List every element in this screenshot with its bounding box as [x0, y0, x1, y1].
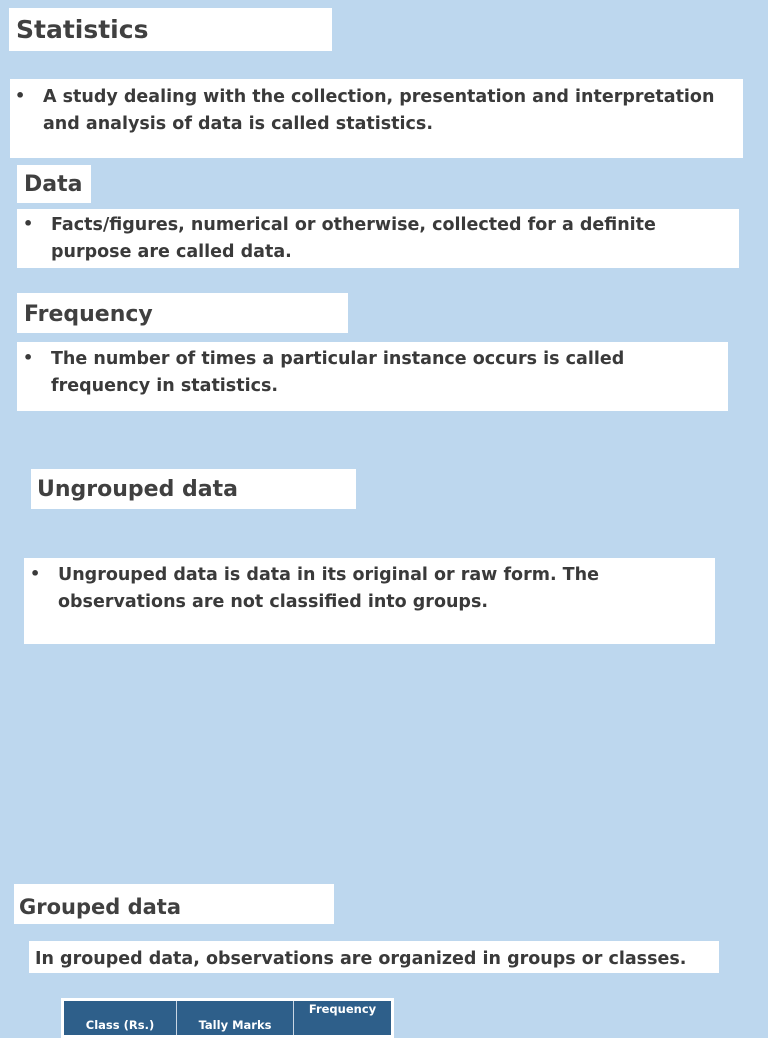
bullet-icon: •: [15, 86, 26, 105]
data-heading-box: [17, 165, 91, 203]
ungrouped-definition-box: [24, 558, 715, 644]
grouped-definition-box: [29, 941, 719, 973]
ungrouped-heading: Ungrouped data: [37, 477, 238, 502]
page-title: Statistics: [16, 15, 149, 44]
table-header-frequency: Frequency: [294, 1001, 392, 1035]
grouped-heading-box: [14, 884, 334, 924]
table-header-tally: Tally Marks: [177, 1001, 294, 1035]
bullet-item: [23, 212, 719, 266]
frequency-definition-text: The number of times a particular instance occurs is called frequency in statistics.: [51, 349, 625, 396]
statistics-definition-box: [10, 79, 743, 158]
frequency-heading-box: [17, 293, 348, 333]
data-definition-text: Facts/figures, numerical or otherwise, collected for a definite purpose are called data.: [51, 215, 656, 262]
frequency-table-grid: [64, 1001, 391, 1035]
frequency-definition-box: [17, 342, 728, 411]
frequency-heading: Frequency: [24, 302, 153, 327]
frequency-table: [61, 998, 394, 1038]
grouped-definition-text: In grouped data, observations are organized in groups or classes.: [35, 949, 687, 969]
data-definition-box: [17, 209, 739, 268]
statistics-definition-text: A study dealing with the collection, presentation and interpretation and analysis of data is called statistics.: [43, 87, 715, 134]
bullet-icon: •: [30, 564, 41, 583]
bullet-icon: •: [23, 348, 34, 367]
ungrouped-heading-box: [31, 469, 356, 509]
bullet-item: [23, 346, 718, 400]
table-header-class: Class (Rs.): [64, 1001, 177, 1035]
data-heading: Data: [24, 172, 83, 197]
grouped-heading: Grouped data: [19, 895, 182, 919]
bullet-item: [30, 562, 695, 616]
title-box: [9, 8, 332, 51]
table-header-row: [64, 1001, 391, 1035]
bullet-icon: •: [23, 214, 34, 233]
bullet-item: [15, 84, 723, 138]
ungrouped-definition-text: Ungrouped data is data in its original or raw form. The observations are not classified into groups.: [58, 565, 599, 612]
